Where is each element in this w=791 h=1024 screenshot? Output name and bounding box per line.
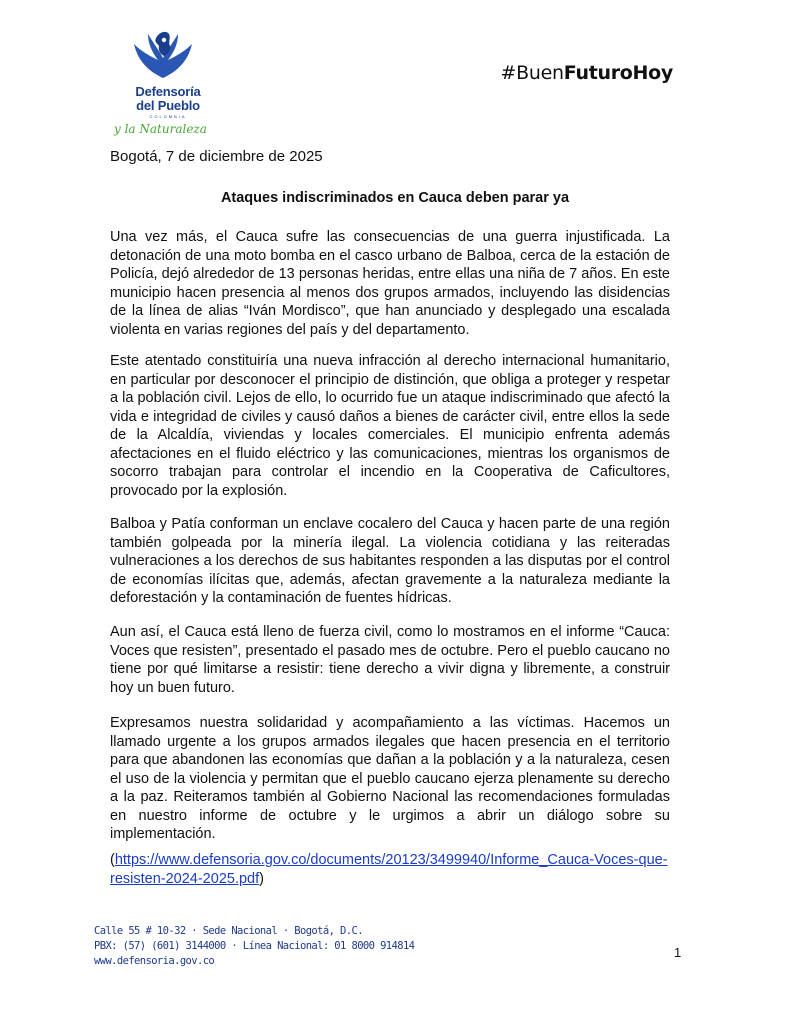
document-title: Ataques indiscriminados en Cauca deben parar ya <box>220 190 570 206</box>
paragraph-5: Expresamos nuestra solidaridad y acompañamiento a las víctimas. Hacemos un llamado urgente a los grupos armados ilegales que hacen presencia en el territorio para que abandonen las economías que dañan a la población y a la naturaleza, cesen el uso de la violencia y permitan que el pueblo caucano ejerza plenamente su derecho a la paz. Reiteramos también al Gobierno Nacional las recomendaciones formuladas en nuestro informe de octubre y le urgimos a abrir un diálogo sobre su implementación. <box>110 715 670 842</box>
page-number: 1 <box>674 945 682 960</box>
link-open-paren: ( <box>110 852 115 868</box>
footer-phone: PBX: (57) (601) 3144000 · Línea Nacional: 01 8000 914814 <box>94 940 415 952</box>
footer-website: www.defensoria.gov.co <box>94 955 215 967</box>
paragraph-1: Una vez más, el Cauca sufre las consecuencias de una guerra injustificada. La detonación de una moto bomba en el casco urbano de Balboa, cerca de la estación de Policía, dejó alrededor de 13 personas heridas, entre ellas una niña de 7 años. En este municipio hacen presencia al menos dos grupos armados, incluyendo las disidencias de la línea de alias “Iván Mordisco”, que han anunciado y desplegado una escalada violenta en varias regiones del país y del departamento. <box>110 229 670 338</box>
report-link-block <box>110 851 680 888</box>
campaign-hashtag <box>501 62 673 84</box>
hashtag-suffix: FuturoHoy <box>563 62 673 84</box>
defensoria-logo <box>100 22 240 140</box>
link-close-paren: ) <box>259 870 264 887</box>
document-date: Bogotá, 7 de diciembre de 2025 <box>110 148 323 165</box>
paragraph-2: Este atentado constituiría una nueva infracción al derecho internacional humanitario, en particular por desconocer el principio de distinción, que obliga a proteger y respetar a la población civil. Lejos de ello, lo ocurrido fue un ataque indiscriminado que afectó la vida e integridad de civiles y causó daños a bienes de carácter civil, entre ellos la sede de la Alcaldía, viviendas y locales comerciales. El municipio enfrenta además afectaciones en el fluido eléctrico y las comunicaciones, mientras los organismos de socorro trabajan para controlar el incendio en la Cooperativa de Caficultores, provocado por la explosión. <box>110 353 670 499</box>
page-footer <box>94 924 434 969</box>
hands-colombia-map-icon <box>128 26 198 84</box>
paragraph-4: Aun así, el Cauca está lleno de fuerza civil, como lo mostramos en el informe “Cauca: Voces que resisten”, presentado el pasado mes de octubre. Pero el pueblo caucano no tiene por qué limitarse a resistir: tiene derecho a vivir digna y libremente, a construir hoy un buen futuro. <box>110 624 670 696</box>
paragraph-3: Balboa y Patía conforman un enclave cocalero del Cauca y hacen parte de una región también golpeada por la minería ilegal. La violencia cotidiana y las reiteradas vulneraciones a los derechos de sus habitantes responden a las disputas por el control de economías ilícitas que, además, afectan gravemente a la naturaleza mediante la deforestación y la contaminación de fuentes hídricas. <box>110 516 670 606</box>
logo-title-line2: del Pueblo <box>136 98 200 113</box>
logo-country: COLOMBIA <box>149 114 187 119</box>
report-link[interactable]: https://www.defensoria.gov.co/documents/20123/3499940/Informe_Cauca-Voces-que-resisten-2024-2025.pdf <box>110 852 668 887</box>
logo-title-line1: Defensoría <box>135 84 201 99</box>
hashtag-prefix: #Buen <box>500 62 564 84</box>
footer-address: Calle 55 # 10-32 · Sede Nacional · Bogotá, D.C. <box>94 925 363 937</box>
logo-tagline: y la Naturaleza <box>114 122 207 136</box>
